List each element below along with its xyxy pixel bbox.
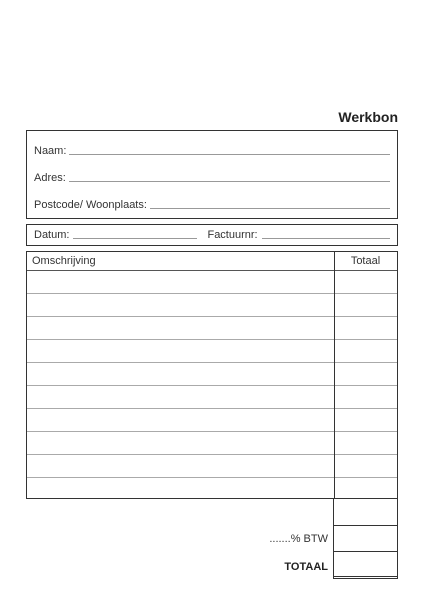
invoice-field[interactable] — [262, 237, 390, 239]
table-row[interactable] — [27, 431, 397, 455]
subtotal-cell[interactable] — [334, 499, 397, 526]
table-row[interactable] — [27, 293, 397, 317]
name-row — [34, 145, 390, 157]
postcode-row — [34, 199, 390, 211]
column-total-header: Totaal — [350, 255, 381, 267]
total-cell[interactable] — [334, 551, 397, 579]
address-row — [34, 172, 390, 184]
customer-section — [26, 130, 398, 219]
table-row[interactable] — [27, 477, 397, 500]
table-row[interactable] — [27, 339, 397, 363]
table-row[interactable] — [27, 385, 397, 409]
column-divider — [334, 252, 335, 498]
total-label: TOTAAL — [284, 561, 328, 573]
date-label: Datum: — [34, 229, 70, 241]
table-rows — [27, 270, 397, 498]
name-label: Naam: — [34, 145, 67, 157]
items-table — [26, 251, 398, 499]
meta-section — [26, 224, 398, 246]
table-row[interactable] — [27, 408, 397, 432]
invoice-label: Factuurnr: — [207, 229, 258, 241]
totals-column — [333, 499, 398, 579]
column-description-header: Omschrijving — [32, 255, 96, 267]
table-row[interactable] — [27, 362, 397, 386]
btw-label: .......% BTW — [269, 533, 328, 545]
table-row[interactable] — [27, 270, 397, 294]
btw-cell[interactable] — [334, 525, 397, 552]
date-field[interactable] — [73, 237, 197, 239]
table-header — [27, 252, 397, 271]
form-title: Werkbon — [338, 109, 398, 125]
address-label: Adres: — [34, 172, 66, 184]
postcode-field[interactable] — [150, 207, 390, 209]
name-field[interactable] — [69, 153, 390, 155]
address-field[interactable] — [69, 180, 390, 182]
meta-row — [34, 229, 390, 241]
table-row[interactable] — [27, 316, 397, 340]
postcode-label: Postcode/ Woonplaats: — [34, 199, 147, 211]
table-row[interactable] — [27, 454, 397, 478]
